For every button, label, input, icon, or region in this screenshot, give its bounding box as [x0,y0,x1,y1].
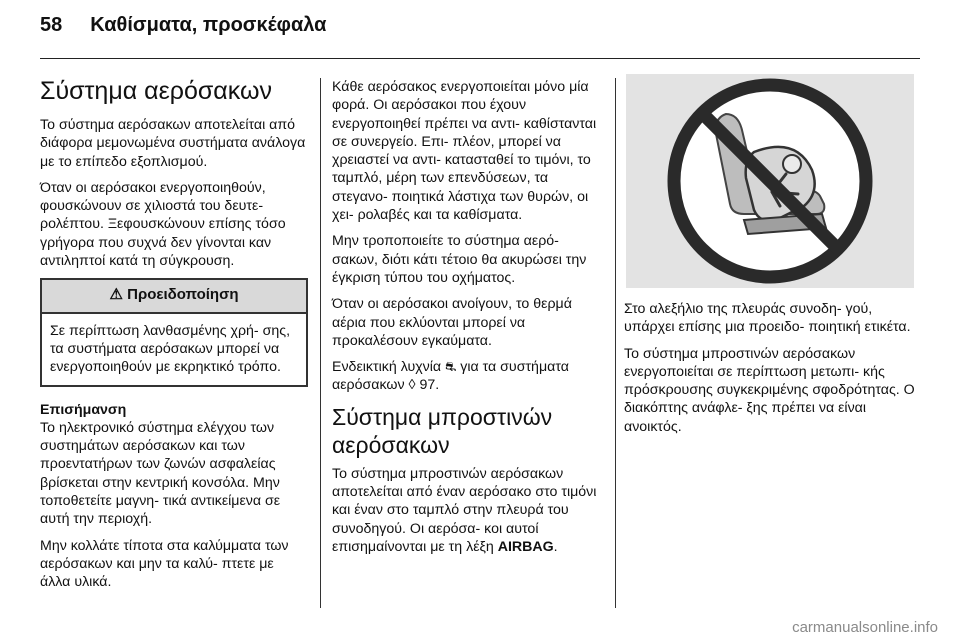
section-heading: Σύστημα μπροστινών αερόσακων [332,403,553,458]
warning-triangle-icon: ⚠ [109,286,123,304]
paragraph: Το σύστημα αερόσακων αποτελείται από διάφορα μεμονωμένα συστήματα ανάλογα με το επίπεδο εξοπλισμού. [40,117,306,170]
airbag-warning-light-icon: ⛐ [445,359,457,375]
page-header [40,14,326,46]
prohibition-figure [626,74,914,288]
paragraph: Το σύστημα μπροστινών αερόσακων ενεργοποιείται σε περίπτωση μετωπι- κής πρόσκρουσης συγκεκριμένης σφοδρότητας. Ο διακόπτης ανάφλε- ξης πρέπει να είναι ανοικτός. [624,345,915,435]
column-divider [615,78,616,608]
header-rule [40,58,920,59]
column-middle [332,78,604,564]
column-divider [320,78,321,608]
page-reference[interactable]: 97. [415,377,440,394]
column-left [40,68,308,600]
paragraph: Μην τροποποιείτε το σύστημα αερό- σακων, διότι κάτι τέτοιο θα ακυρώσει την έγκριση τύπου του οχήματος. [332,233,587,286]
airbag-label: AIRBAG [497,538,554,555]
page-reference-icon: ◊ [408,377,416,394]
warning-text: Σε περίπτωση λανθασμένης χρή- σης, τα συστήματα αερόσακων μπορεί να ενεργοποιηθούν με εκρηκτικό τρόπο. [50,322,291,376]
note-title: Επισήμανση [40,401,127,418]
text-run: Το σύστημα μπροστινών αερόσακων αποτελείται από έναν αερόσακο στο τιμόνι και έναν στο ταμπλό στην πλευρά του συνοδηγού. Οι αερόσα- κοι αυτοί επισημαίνονται με τη λέξη [332,465,597,555]
column-right [624,300,916,444]
note-text: Το ηλεκτρονικό σύστημα ελέγχου των συστημάτων αερόσακων και των προεντατήρων των ζωνών ασφαλείας βρίσκεται στην κεντρική κονσόλα. Μην τοποθετείτε μαγνη- τικά αντικείμενα σε αυτή την περιοχή. [40,419,281,528]
chapter-title: Καθίσματα, προσκέφαλα [90,14,327,36]
section-heading: Σύστημα αερόσακων [40,77,272,105]
paragraph: Όταν οι αερόσακοι ανοίγουν, το θερμά αέρια που εκλύονται μπορεί να προκαλέσουν εγκαύματα. [332,296,572,349]
paragraph: Όταν οι αερόσακοι ενεργοποιηθούν, φουσκώνουν σε χιλιοστά του δευτε- ρολέπτου. Ξεφουσκώνουν επίσης τόσο γρήγορα που συχνά δεν γίνονται καν αντιληπτοί κατά τη σύγκρουση. [40,179,286,270]
text-run: Ενδεικτική λυχνία [332,359,446,376]
paragraph: Μην κολλάτε τίποτα στα καλύμματα των αερόσακων και μην τα καλύ- πτετε με άλλα υλικά. [40,537,289,591]
page-number: 58 [40,14,63,36]
text-run: . [553,538,558,555]
warning-header [42,280,306,313]
warning-box [40,278,308,386]
paragraph [332,465,604,556]
watermark: carmanualsonline.info [792,619,938,636]
text-run: για τα συστήματα αερόσακων [332,359,569,394]
paragraph: Κάθε αερόσακος ενεργοποιείται μόνο μία φορά. Οι αερόσακοι που έχουν ενεργοποιηθεί πρέπει να αντι- καθίστανται σε συνεργείο. Επι- πλέον, μπορεί να χρειαστεί να αντι- κατασταθεί το τιμόνι, το ταμπλό, μέρη των επενδύσεων, τα στεγανο- ποιητικά λάστιχα των θυρών, οι χει- ρολαβές και τα καθίσματα. [332,79,597,224]
no-rear-facing-child-seat-icon [626,74,914,288]
paragraph [332,358,604,395]
warning-title: Προειδοποίηση [127,286,239,304]
paragraph: Στο αλεξήλιο της πλευράς συνοδη- γού, υπάρχει επίσης μια προειδο- ποιητική ετικέτα. [624,301,911,336]
